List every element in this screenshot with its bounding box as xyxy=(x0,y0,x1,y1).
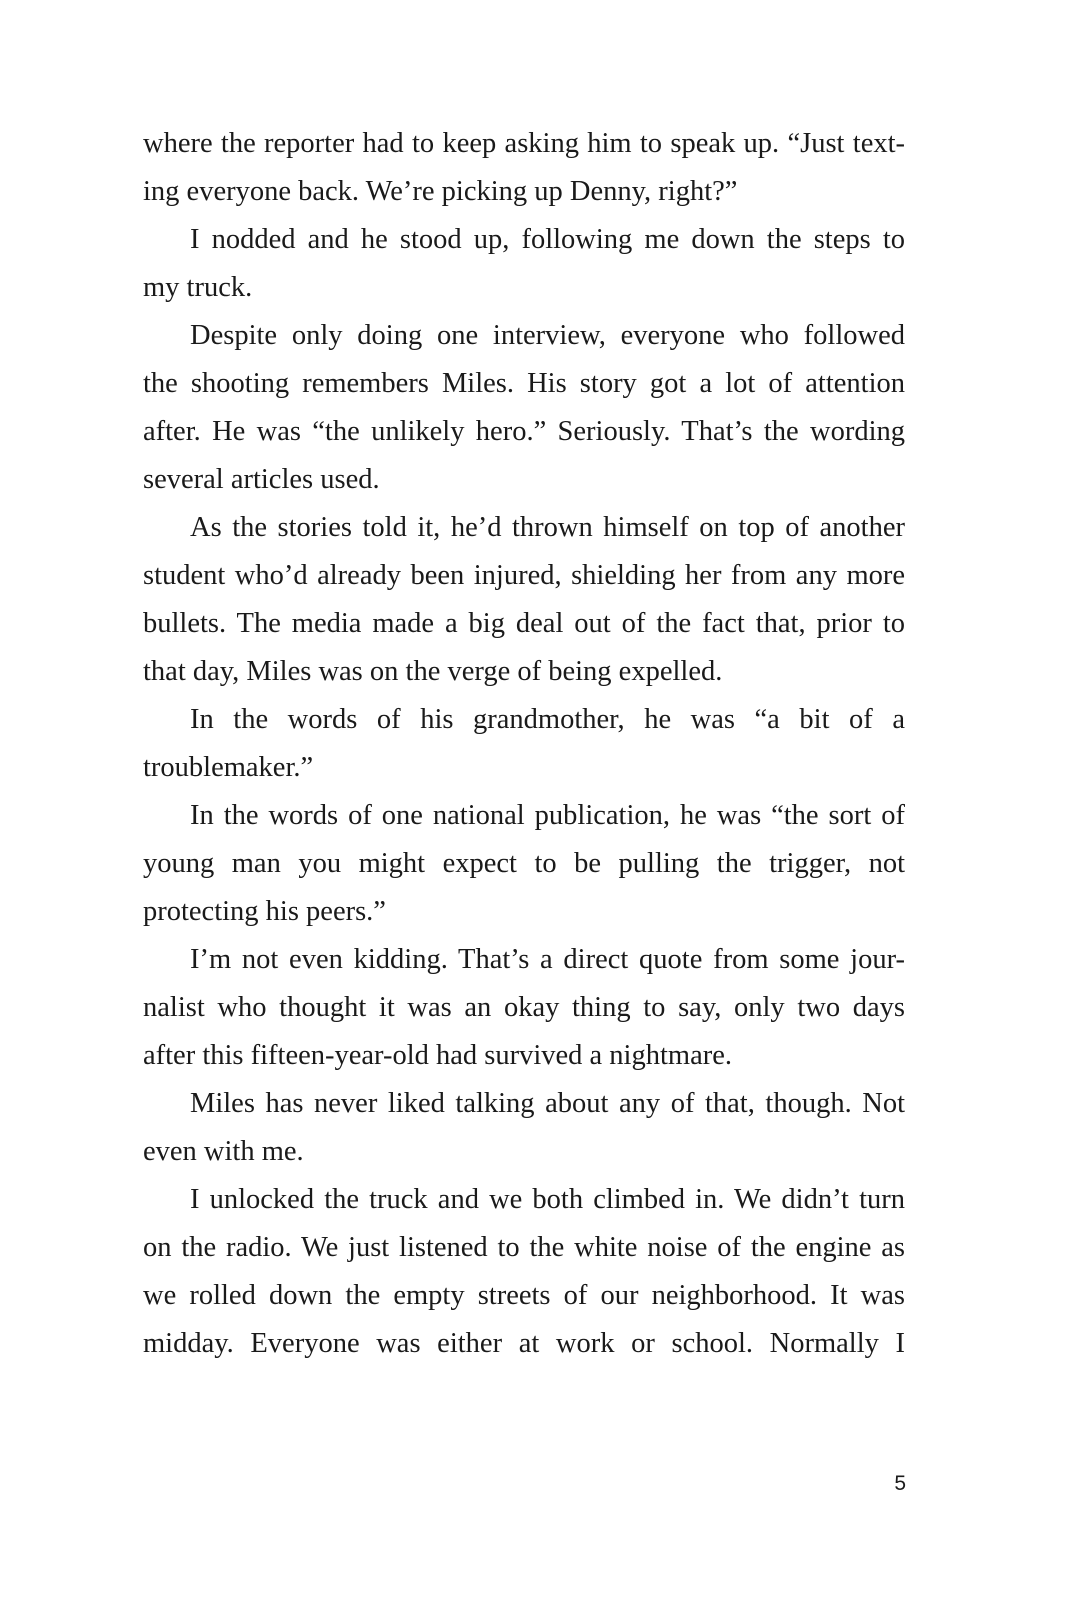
text-line: troublemaker.” xyxy=(143,752,314,783)
text-line: midday. Everyone was either at work or school. Normally I xyxy=(143,1328,905,1359)
text-line: the shooting remembers Miles. His story got a lot of attention xyxy=(143,368,905,399)
text-line: protecting his peers.” xyxy=(143,896,386,927)
text-line: after. He was “the unlikely hero.” Seriously. That’s the wording xyxy=(143,416,905,447)
text-line: Despite only doing one interview, everyone who followed xyxy=(190,320,905,351)
text-line: on the radio. We just listened to the white noise of the engine as xyxy=(143,1232,905,1263)
text-line: ing everyone back. We’re picking up Denny, right?” xyxy=(143,176,738,207)
text-line: As the stories told it, he’d thrown himself on top of another xyxy=(190,512,905,543)
text-line: I’m not even kidding. That’s a direct quote from some jour- xyxy=(190,944,905,975)
text-line: I unlocked the truck and we both climbed in. We didn’t turn xyxy=(190,1184,905,1215)
text-line: In the words of his grandmother, he was “a bit of a xyxy=(190,704,905,735)
text-line: after this fifteen-year-old had survived a nightmare. xyxy=(143,1040,732,1071)
text-line: young man you might expect to be pulling the trigger, not xyxy=(143,848,905,879)
text-line: where the reporter had to keep asking him to speak up. “Just text- xyxy=(143,128,905,159)
text-line: student who’d already been injured, shielding her from any more xyxy=(143,560,905,591)
text-line: that day, Miles was on the verge of being expelled. xyxy=(143,656,723,687)
page-number: 5 xyxy=(894,1472,906,1495)
text-line: In the words of one national publication, he was “the sort of xyxy=(190,800,905,831)
text-line: even with me. xyxy=(143,1136,304,1167)
text-line: several articles used. xyxy=(143,464,380,495)
text-line: I nodded and he stood up, following me down the steps to xyxy=(190,224,905,255)
text-line: we rolled down the empty streets of our neighborhood. It was xyxy=(143,1280,905,1311)
text-line: bullets. The media made a big deal out of the fact that, prior to xyxy=(143,608,905,639)
text-line: nalist who thought it was an okay thing to say, only two days xyxy=(143,992,905,1023)
body-text xyxy=(143,120,905,1368)
text-line: Miles has never liked talking about any of that, though. Not xyxy=(190,1088,905,1119)
text-line: my truck. xyxy=(143,272,253,303)
